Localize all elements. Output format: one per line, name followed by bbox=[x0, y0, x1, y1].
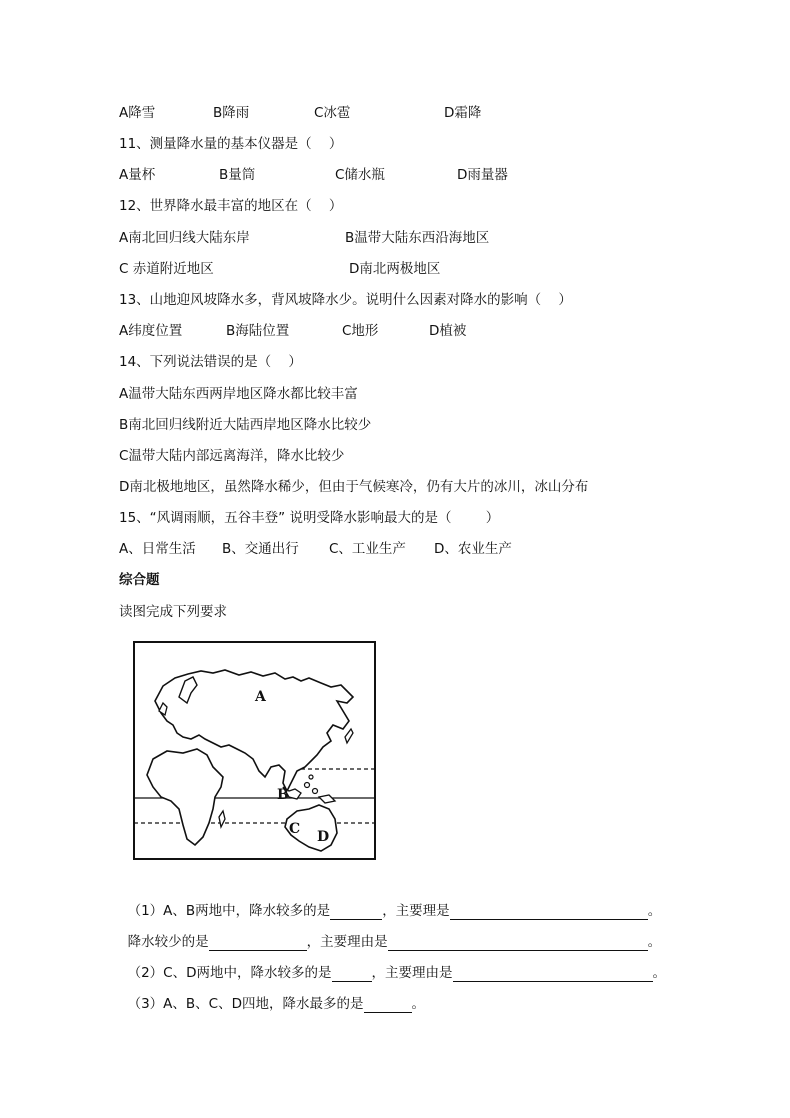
q10-option-d: D霜降 bbox=[444, 105, 482, 121]
sub2-text-a: （2）C、D两地中，降水较多的是 bbox=[127, 965, 332, 981]
q15-option-c: C、工业生产 bbox=[329, 541, 406, 557]
q13-option-b: B海陆位置 bbox=[226, 323, 290, 339]
section-title: 综合题 bbox=[119, 572, 160, 588]
q11-option-d: D雨量器 bbox=[457, 167, 508, 183]
island-mark bbox=[305, 783, 310, 788]
q14-option-b: B南北回归线附近大陆西岸地区降水比较少 bbox=[119, 417, 372, 433]
sub3-text-a: （3）A、B、C、D四地，降水最多的是 bbox=[127, 996, 364, 1012]
q15-option-b: B、交通出行 bbox=[222, 541, 299, 557]
q10-option-b: B降雨 bbox=[213, 105, 250, 121]
q11-option-b: B量筒 bbox=[219, 167, 256, 183]
sub3-text-c: 。 bbox=[411, 996, 426, 1012]
map-label-a: A bbox=[255, 689, 266, 705]
answer-blank[interactable] bbox=[364, 998, 412, 1013]
q11-option-c: C储水瓶 bbox=[335, 167, 385, 183]
q12-option-c: C 赤道附近地区 bbox=[119, 261, 214, 277]
q14-option-d: D南北极地地区，虽然降水稀少，但由于气候寒冷，仍有大片的冰川，冰山分布 bbox=[119, 479, 589, 495]
q13-option-c: C地形 bbox=[342, 323, 379, 339]
instruction: 读图完成下列要求 bbox=[119, 604, 227, 620]
sub-question-3 bbox=[119, 977, 425, 1013]
q14-option-a: A温带大陆东西两岸地区降水都比较丰富 bbox=[119, 386, 358, 402]
q14-stem: 14、下列说法错误的是（ ） bbox=[119, 354, 302, 370]
q15-option-d: D、农业生产 bbox=[434, 541, 512, 557]
q11-option-a: A量杯 bbox=[119, 167, 156, 183]
sub2-text-c: 。 bbox=[652, 965, 667, 981]
sub1-text-c: 。 bbox=[647, 903, 662, 919]
q11-stem: 11、测量降水量的基本仪器是（ ） bbox=[119, 136, 343, 152]
map-label-d: D bbox=[317, 829, 330, 845]
q13-option-a: A纬度位置 bbox=[119, 323, 183, 339]
sub1b-text-a: 降水较少的是 bbox=[127, 934, 209, 950]
q15-option-a: A、日常生活 bbox=[119, 541, 196, 557]
q15-stem: 15、“风调雨顺，五谷丰登” 说明受降水影响最大的是（ ） bbox=[119, 510, 500, 526]
map-label-c: C bbox=[289, 821, 301, 837]
q12-stem: 12、世界降水最丰富的地区在（ ） bbox=[119, 198, 343, 214]
sub1b-text-b: ，主要理由是 bbox=[306, 934, 388, 950]
answer-blank[interactable] bbox=[453, 967, 653, 982]
island-mark bbox=[313, 789, 318, 794]
q10-option-c: C冰雹 bbox=[314, 105, 351, 121]
island-mark bbox=[309, 775, 313, 779]
sub2-text-b: ，主要理由是 bbox=[371, 965, 453, 981]
q14-option-c: C温带大陆内部远离海洋，降水比较少 bbox=[119, 448, 345, 464]
q12-option-b: B温带大陆东西沿海地区 bbox=[345, 230, 490, 246]
q10-option-a: A降雪 bbox=[119, 105, 156, 121]
map-label-b: B bbox=[277, 787, 289, 803]
sub1b-text-c: 。 bbox=[647, 934, 662, 950]
sub1-text-a: （1）A、B两地中，降水较多的是 bbox=[127, 903, 331, 919]
q12-option-d: D南北两极地区 bbox=[349, 261, 441, 277]
world-map-figure bbox=[133, 641, 376, 860]
sub1-text-b: ，主要理是 bbox=[382, 903, 450, 919]
q12-option-a: A南北回归线大陆东岸 bbox=[119, 230, 250, 246]
q13-option-d: D植被 bbox=[429, 323, 467, 339]
q13-stem: 13、山地迎风坡降水多，背风坡降水少。说明什么因素对降水的影响（ ） bbox=[119, 292, 572, 308]
